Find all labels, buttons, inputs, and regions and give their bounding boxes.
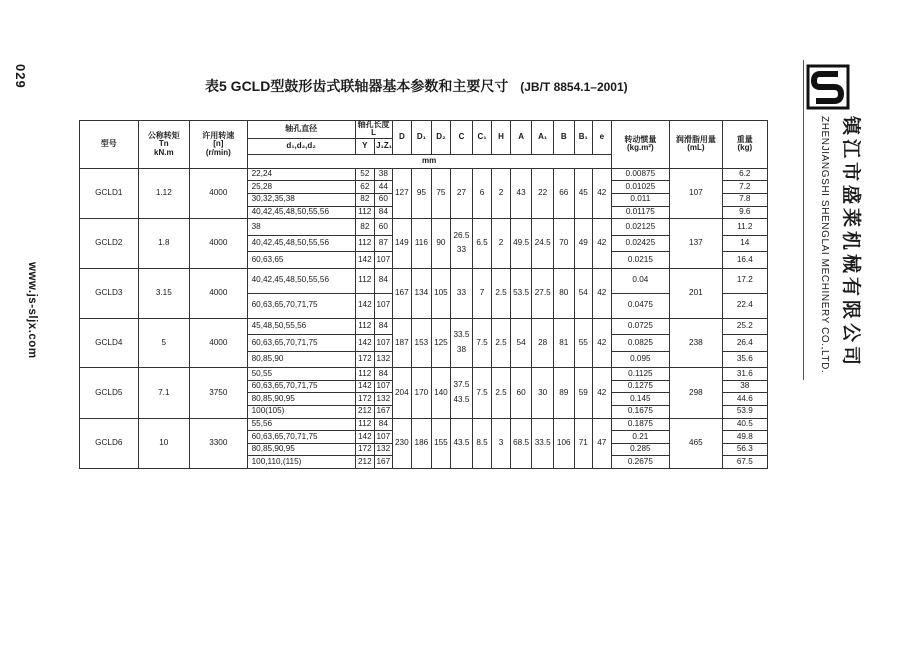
length-Y: 112 (355, 368, 375, 381)
header-bore: 轴孔直径 (247, 121, 355, 139)
moment-of-inertia: 0.0725 (611, 318, 670, 335)
header-length: 轴孔长度L (355, 121, 392, 139)
dim-C-value: 33 (456, 245, 467, 255)
header-Y: Y (355, 138, 375, 154)
grease-amount: 298 (670, 368, 722, 418)
moment-of-inertia: 0.02125 (611, 219, 670, 236)
moment-of-inertia: 0.01175 (611, 206, 670, 219)
header-D2: D₂ (431, 121, 451, 155)
allowable-speed: 4000 (190, 168, 248, 218)
header-A1: A₁ (532, 121, 554, 155)
coupling-spec-table (79, 120, 768, 469)
dim-A: 68.5 (510, 418, 532, 468)
length-J1Z1: 38 (375, 168, 392, 181)
dim-C (451, 219, 473, 269)
dim-D2: 155 (431, 418, 451, 468)
dim-D2: 125 (431, 318, 451, 368)
weight: 7.2 (722, 181, 767, 194)
header-grease: 润滑脂用量 (mL) (670, 121, 722, 169)
length-Y: 112 (355, 318, 375, 335)
length-Y: 62 (355, 181, 375, 194)
dim-C (451, 268, 473, 318)
length-Y: 172 (355, 351, 375, 368)
model-name: GCLD5 (80, 368, 139, 418)
length-Y: 82 (355, 193, 375, 206)
header-e: e (593, 121, 612, 155)
moment-of-inertia: 0.0475 (611, 293, 670, 318)
header-H: H (492, 121, 511, 155)
dim-D: 167 (392, 268, 412, 318)
moment-of-inertia: 0.1125 (611, 368, 670, 381)
length-J1Z1: 87 (375, 235, 392, 252)
nominal-torque: 10 (138, 418, 189, 468)
moment-of-inertia: 0.1875 (611, 418, 670, 431)
dim-e: 42 (593, 368, 612, 418)
dim-C-value: 26.5 (453, 230, 470, 240)
model-name: GCLD1 (80, 168, 139, 218)
dim-B1: 45 (574, 168, 593, 218)
dim-C-value: 33.5 (453, 330, 470, 340)
dim-C1: 7.5 (472, 318, 492, 368)
weight: 35.6 (722, 351, 767, 368)
dim-D1: 134 (412, 268, 432, 318)
moment-of-inertia: 0.095 (611, 351, 670, 368)
dim-H: 2 (492, 219, 511, 269)
dim-C (451, 168, 473, 218)
length-J1Z1: 107 (375, 380, 392, 393)
dim-C1: 6.5 (472, 219, 492, 269)
header-model: 型号 (80, 121, 139, 169)
moment-of-inertia: 0.011 (611, 193, 670, 206)
dim-e: 42 (593, 219, 612, 269)
shaft-diameters: 50,55 (247, 368, 355, 381)
header-C1: C₁ (472, 121, 492, 155)
weight: 25.2 (722, 318, 767, 335)
length-Y: 112 (355, 418, 375, 431)
table-row (80, 418, 768, 431)
length-J1Z1: 44 (375, 181, 392, 194)
length-Y: 142 (355, 293, 375, 318)
length-Y: 142 (355, 380, 375, 393)
shaft-diameters: 100(105) (247, 405, 355, 418)
shaft-diameters: 60,63,65 (247, 252, 355, 269)
dim-A1: 22 (532, 168, 554, 218)
length-Y: 112 (355, 235, 375, 252)
length-Y: 112 (355, 206, 375, 219)
dim-C (451, 418, 473, 468)
length-Y: 142 (355, 431, 375, 444)
model-name: GCLD2 (80, 219, 139, 269)
header-J1Z1: J₁Z₁ (375, 138, 392, 154)
shaft-diameters: 40,42,45,48,50,55,56 (247, 268, 355, 293)
dim-B: 106 (553, 418, 574, 468)
dim-D1: 153 (412, 318, 432, 368)
length-J1Z1: 84 (375, 368, 392, 381)
length-Y: 212 (355, 405, 375, 418)
dim-B: 66 (553, 168, 574, 218)
dim-B: 80 (553, 268, 574, 318)
weight: 7.8 (722, 193, 767, 206)
shaft-diameters: 22,24 (247, 168, 355, 181)
dim-D: 187 (392, 318, 412, 368)
header-weight: 重量 (kg) (722, 121, 767, 169)
dim-D2: 90 (431, 219, 451, 269)
shaft-diameters: 30,32,35,38 (247, 193, 355, 206)
dim-e: 42 (593, 318, 612, 368)
dim-A1: 33.5 (532, 418, 554, 468)
dim-C-value: 43.5 (453, 394, 470, 404)
dim-C-value: 27 (456, 188, 467, 198)
company-name-en: ZHENJIANGSHI SHENGLAI MECHINERY CO.,LTD. (819, 116, 830, 374)
grease-amount: 107 (670, 168, 722, 218)
dim-A: 49.5 (510, 219, 532, 269)
dim-H: 2.5 (492, 318, 511, 368)
website-url: www.js-sljx.com (26, 262, 38, 359)
moment-of-inertia: 0.285 (611, 443, 670, 456)
moment-of-inertia: 0.1675 (611, 405, 670, 418)
moment-of-inertia: 0.1275 (611, 380, 670, 393)
shaft-diameters: 60,63,65,70,71,75 (247, 431, 355, 444)
moment-of-inertia: 0.04 (611, 268, 670, 293)
shaft-diameters: 55,56 (247, 418, 355, 431)
weight: 22.4 (722, 293, 767, 318)
shaft-diameters: 45,48,50,55,56 (247, 318, 355, 335)
length-Y: 112 (355, 268, 375, 293)
weight: 17.2 (722, 268, 767, 293)
grease-amount: 201 (670, 268, 722, 318)
header-speed: 许用转速 [n] (r/min) (190, 121, 248, 169)
dim-H: 2.5 (492, 368, 511, 418)
dim-e: 42 (593, 268, 612, 318)
allowable-speed: 4000 (190, 318, 248, 368)
dim-C1: 6 (472, 168, 492, 218)
dim-B: 81 (553, 318, 574, 368)
weight: 67.5 (722, 456, 767, 469)
dim-D: 230 (392, 418, 412, 468)
table-row (80, 168, 768, 181)
dim-D2: 75 (431, 168, 451, 218)
weight: 53.9 (722, 405, 767, 418)
allowable-speed: 3750 (190, 368, 248, 418)
shaft-diameters: 80,85,90,95 (247, 443, 355, 456)
moment-of-inertia: 0.02425 (611, 235, 670, 252)
dim-A1: 30 (532, 368, 554, 418)
moment-of-inertia: 0.21 (611, 431, 670, 444)
shaft-diameters: 60,63,65,70,71,75 (247, 293, 355, 318)
weight: 26.4 (722, 335, 767, 352)
company-name-cn: 镇江市盛莱机械有限公司 (840, 116, 861, 370)
length-J1Z1: 132 (375, 443, 392, 456)
dim-B1: 59 (574, 368, 593, 418)
dim-A1: 27.5 (532, 268, 554, 318)
dim-A1: 28 (532, 318, 554, 368)
length-J1Z1: 107 (375, 252, 392, 269)
shaft-diameters: 40,42,45,48,50,55,56 (247, 235, 355, 252)
weight: 11.2 (722, 219, 767, 236)
length-J1Z1: 84 (375, 318, 392, 335)
table-row (80, 268, 768, 293)
length-J1Z1: 107 (375, 293, 392, 318)
length-J1Z1: 132 (375, 393, 392, 406)
weight: 14 (722, 235, 767, 252)
dim-A: 54 (510, 318, 532, 368)
dim-C (451, 368, 473, 418)
weight: 44.6 (722, 393, 767, 406)
dim-e: 47 (593, 418, 612, 468)
moment-of-inertia: 0.00875 (611, 168, 670, 181)
dim-C-value: 43.5 (453, 437, 470, 447)
length-J1Z1: 60 (375, 193, 392, 206)
standard-code: (JB/T 8854.1–2001) (520, 80, 628, 94)
dim-B1: 49 (574, 219, 593, 269)
weight: 56.3 (722, 443, 767, 456)
page-number: 029 (13, 64, 28, 89)
dim-C (451, 318, 473, 368)
dim-C1: 8.5 (472, 418, 492, 468)
length-Y: 52 (355, 168, 375, 181)
table-row (80, 368, 768, 381)
length-J1Z1: 84 (375, 206, 392, 219)
weight: 6.2 (722, 168, 767, 181)
dim-B: 70 (553, 219, 574, 269)
length-Y: 142 (355, 252, 375, 269)
table-title (205, 76, 628, 96)
moment-of-inertia: 0.0825 (611, 335, 670, 352)
header-torque: 公称转矩 Tn kN.m (138, 121, 189, 169)
title-text: 表5 GCLD型鼓形齿式联轴器基本参数和主要尺寸 (205, 78, 509, 94)
header-D1: D₁ (412, 121, 432, 155)
header-B: B (553, 121, 574, 155)
grease-amount: 465 (670, 418, 722, 468)
header-unit-mm: mm (247, 154, 611, 168)
dim-D2: 105 (431, 268, 451, 318)
dim-D: 149 (392, 219, 412, 269)
sidebar-divider (803, 60, 804, 380)
moment-of-inertia: 0.2675 (611, 456, 670, 469)
header-bore-sub: d₁,d₂,d₂ (247, 138, 355, 154)
dim-D2: 140 (431, 368, 451, 418)
dim-D1: 186 (412, 418, 432, 468)
model-name: GCLD6 (80, 418, 139, 468)
table-body (80, 168, 768, 468)
company-logo-icon (806, 64, 850, 110)
model-name: GCLD3 (80, 268, 139, 318)
nominal-torque: 3.15 (138, 268, 189, 318)
length-Y: 82 (355, 219, 375, 236)
dim-A1: 24.5 (532, 219, 554, 269)
shaft-diameters: 38 (247, 219, 355, 236)
dim-H: 2 (492, 168, 511, 218)
weight: 49.8 (722, 431, 767, 444)
length-J1Z1: 167 (375, 456, 392, 469)
weight: 40.5 (722, 418, 767, 431)
dim-e: 42 (593, 168, 612, 218)
allowable-speed: 3300 (190, 418, 248, 468)
length-Y: 172 (355, 393, 375, 406)
shaft-diameters: 80,85,90 (247, 351, 355, 368)
moment-of-inertia: 0.01025 (611, 181, 670, 194)
dim-C-value: 37.5 (453, 380, 470, 390)
allowable-speed: 4000 (190, 268, 248, 318)
moment-of-inertia: 0.0215 (611, 252, 670, 269)
length-J1Z1: 107 (375, 431, 392, 444)
dim-C1: 7 (472, 268, 492, 318)
shaft-diameters: 60,63,65,70,71,75 (247, 335, 355, 352)
header-B1: B₁ (574, 121, 593, 155)
header-A: A (510, 121, 532, 155)
dim-B1: 54 (574, 268, 593, 318)
grease-amount: 137 (670, 219, 722, 269)
table-row (80, 318, 768, 335)
grease-amount: 238 (670, 318, 722, 368)
length-J1Z1: 167 (375, 405, 392, 418)
nominal-torque: 5 (138, 318, 189, 368)
weight: 38 (722, 380, 767, 393)
dim-D1: 170 (412, 368, 432, 418)
dim-A: 53.5 (510, 268, 532, 318)
dim-B: 89 (553, 368, 574, 418)
length-Y: 212 (355, 456, 375, 469)
allowable-speed: 4000 (190, 219, 248, 269)
dim-B1: 55 (574, 318, 593, 368)
dim-A: 43 (510, 168, 532, 218)
dim-H: 3 (492, 418, 511, 468)
shaft-diameters: 100,110,(115) (247, 456, 355, 469)
dim-C1: 7.5 (472, 368, 492, 418)
shaft-diameters: 25,28 (247, 181, 355, 194)
shaft-diameters: 40,42,45,48,50,55,56 (247, 206, 355, 219)
dim-D1: 95 (412, 168, 432, 218)
dim-B1: 71 (574, 418, 593, 468)
nominal-torque: 1.8 (138, 219, 189, 269)
header-inertia: 转动惯量 (kg.m²) (611, 121, 670, 169)
weight: 16.4 (722, 252, 767, 269)
weight: 31.6 (722, 368, 767, 381)
dim-A: 60 (510, 368, 532, 418)
length-J1Z1: 84 (375, 418, 392, 431)
nominal-torque: 1.12 (138, 168, 189, 218)
dim-D1: 116 (412, 219, 432, 269)
dim-D: 127 (392, 168, 412, 218)
model-name: GCLD4 (80, 318, 139, 368)
header-D: D (392, 121, 412, 155)
weight: 9.6 (722, 206, 767, 219)
length-J1Z1: 107 (375, 335, 392, 352)
header-C: C (451, 121, 473, 155)
length-J1Z1: 60 (375, 219, 392, 236)
length-J1Z1: 132 (375, 351, 392, 368)
dim-C-value: 38 (456, 344, 467, 354)
table-row (80, 219, 768, 236)
length-J1Z1: 84 (375, 268, 392, 293)
shaft-diameters: 60,63,65,70,71,75 (247, 380, 355, 393)
dim-C-value: 33 (456, 287, 467, 297)
moment-of-inertia: 0.145 (611, 393, 670, 406)
length-Y: 142 (355, 335, 375, 352)
dim-D: 204 (392, 368, 412, 418)
length-Y: 172 (355, 443, 375, 456)
dim-H: 2.5 (492, 268, 511, 318)
shaft-diameters: 80,85,90,95 (247, 393, 355, 406)
nominal-torque: 7.1 (138, 368, 189, 418)
